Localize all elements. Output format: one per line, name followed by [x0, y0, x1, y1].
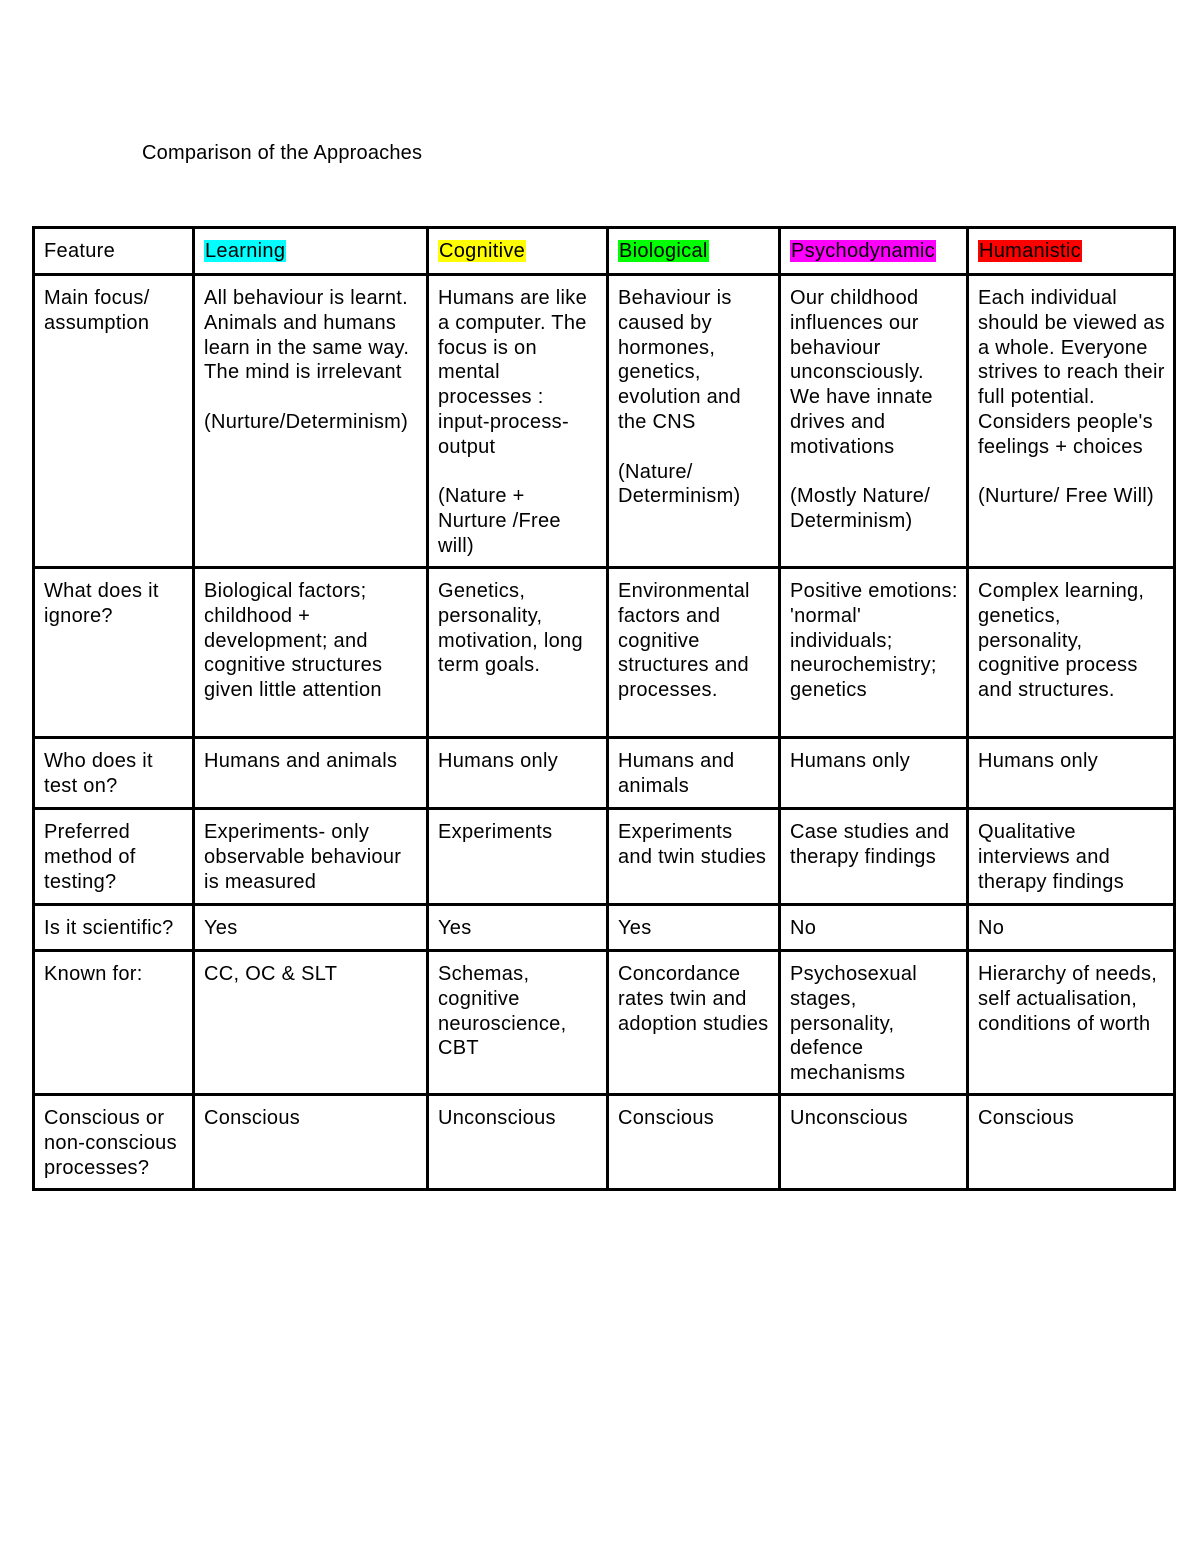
table-cell: Humans only — [780, 738, 968, 809]
table-cell: Positive emotions: 'normal' individuals; neurochemistry; genetics — [780, 568, 968, 738]
approach-label-highlight: Biological — [619, 240, 708, 262]
table-cell: CC, OC & SLT — [194, 951, 428, 1095]
page-title: Comparison of the Approaches — [142, 142, 423, 164]
header-cell-approach — [194, 228, 428, 275]
header-cell-approach — [780, 228, 968, 275]
table-cell: Experiments — [428, 809, 608, 905]
approach-label-highlight: Psychodynamic — [791, 240, 935, 262]
approach-label-highlight: Cognitive — [439, 240, 526, 262]
table-cell: Conscious — [968, 1095, 1175, 1190]
table-cell: No — [968, 905, 1175, 951]
header-cell-approach — [968, 228, 1175, 275]
table-cell: Psychosexual stages, personality, defence mechanisms — [780, 951, 968, 1095]
table-cell: Experiments and twin studies — [608, 809, 780, 905]
table-cell: Genetics, personality, motivation, long term goals. — [428, 568, 608, 738]
feature-cell: Known for: — [34, 951, 194, 1095]
table-row — [34, 951, 1175, 1095]
table-row — [34, 275, 1175, 568]
table-cell: No — [780, 905, 968, 951]
table-cell: Environmental factors and cognitive structures and processes. — [608, 568, 780, 738]
table-cell: Humans and animals — [194, 738, 428, 809]
table-cell: Conscious — [608, 1095, 780, 1190]
feature-cell: Preferred method of testing? — [34, 809, 194, 905]
approach-label-highlight: Humanistic — [979, 240, 1081, 262]
table-cell: Unconscious — [428, 1095, 608, 1190]
header-cell-approach — [608, 228, 780, 275]
table-cell: Humans only — [968, 738, 1175, 809]
feature-cell: What does it ignore? — [34, 568, 194, 738]
table-cell: Yes — [428, 905, 608, 951]
table-cell: Humans are like a computer. The focus is on mental processes : input-process-output (Nature + Nurture /Free will) — [428, 275, 608, 568]
table-header-row — [34, 228, 1175, 275]
table-cell: Humans only — [428, 738, 608, 809]
table-cell: Schemas, cognitive neuroscience, CBT — [428, 951, 608, 1095]
table-cell: Humans and animals — [608, 738, 780, 809]
comparison-table-wrapper — [32, 226, 1176, 1191]
feature-cell: Main focus/ assumption — [34, 275, 194, 568]
table-cell: Hierarchy of needs, self actualisation, conditions of worth — [968, 951, 1175, 1095]
header-cell-approach — [428, 228, 608, 275]
table-cell: Case studies and therapy findings — [780, 809, 968, 905]
table-cell: Qualitative interviews and therapy findings — [968, 809, 1175, 905]
table-cell: Complex learning, genetics, personality, cognitive process and structures. — [968, 568, 1175, 738]
comparison-table — [32, 226, 1176, 1191]
header-cell-feature: Feature — [34, 228, 194, 275]
feature-cell: Conscious or non-conscious processes? — [34, 1095, 194, 1190]
table-row — [34, 738, 1175, 809]
table-cell: Conscious — [194, 1095, 428, 1190]
table-cell: Our childhood influences our behaviour unconsciously. We have innate drives and motivations (Mostly Nature/ Determinism) — [780, 275, 968, 568]
table-row — [34, 1095, 1175, 1190]
table-cell: Yes — [608, 905, 780, 951]
table-cell: Each individual should be viewed as a whole. Everyone strives to reach their full potential. Considers people's feelings + choices (Nurture/ Free Will) — [968, 275, 1175, 568]
feature-cell: Is it scientific? — [34, 905, 194, 951]
feature-cell: Who does it test on? — [34, 738, 194, 809]
table-cell: Unconscious — [780, 1095, 968, 1190]
table-row — [34, 905, 1175, 951]
approach-label-highlight: Learning — [205, 240, 286, 262]
table-cell: All behaviour is learnt. Animals and humans learn in the same way. The mind is irrelevant (Nurture/Determinism) — [194, 275, 428, 568]
table-cell: Behaviour is caused by hormones, genetics, evolution and the CNS (Nature/ Determinism) — [608, 275, 780, 568]
table-row — [34, 809, 1175, 905]
table-cell: Experiments- only observable behaviour is measured — [194, 809, 428, 905]
table-cell: Concordance rates twin and adoption studies — [608, 951, 780, 1095]
table-cell: Biological factors; childhood + development; and cognitive structures given little attention — [194, 568, 428, 738]
table-cell: Yes — [194, 905, 428, 951]
table-row — [34, 568, 1175, 738]
